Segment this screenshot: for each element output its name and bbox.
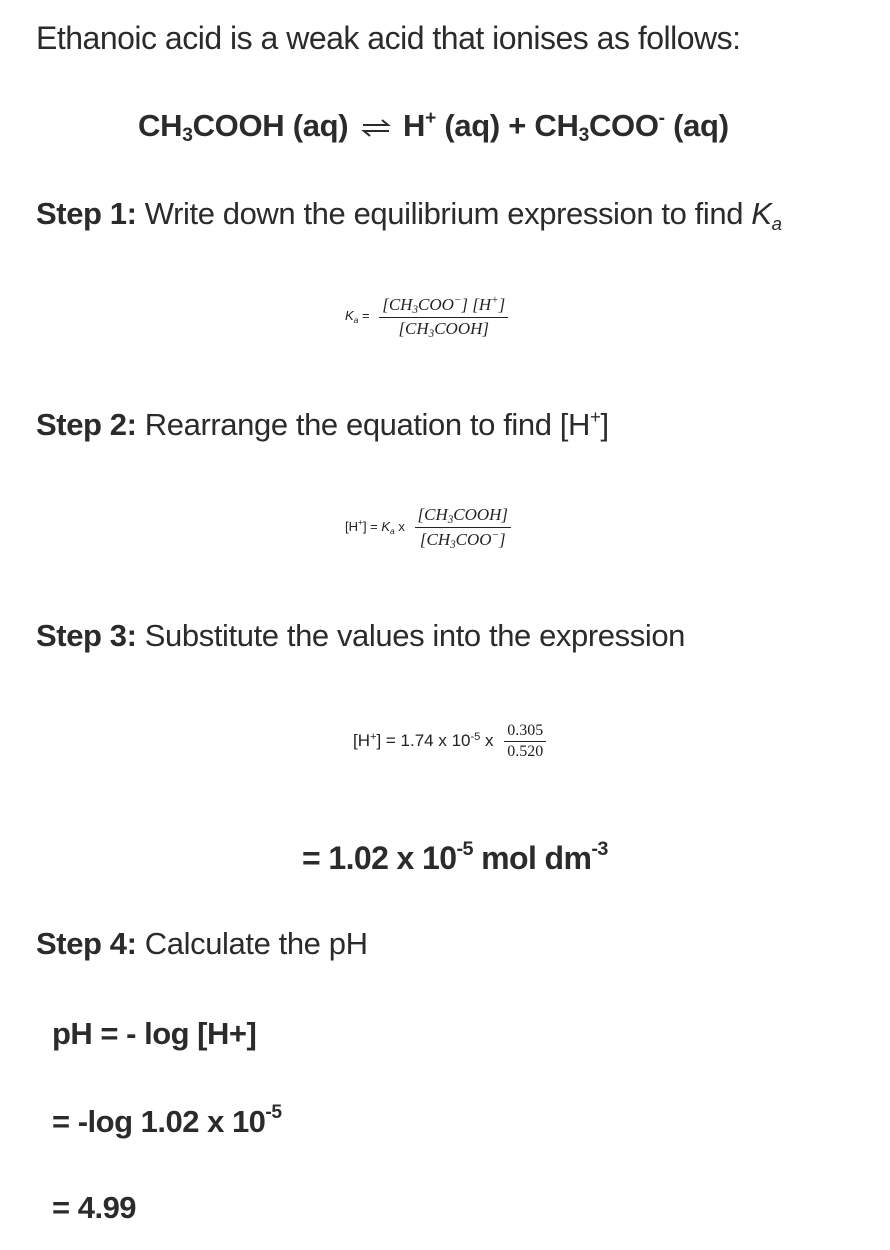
step-label: Step 2: — [36, 407, 137, 442]
reaction-equation — [138, 108, 729, 147]
equilibrium-expression: $K_a$ = $\frac{[CH_3COO^-] [H^+]}{[CH_3COOH]}$ — [345, 294, 508, 340]
ka-symbol: $K_a$ — [751, 196, 782, 234]
ph-formula: pH = - log [H+] — [52, 1016, 257, 1051]
fraction: $\frac{[CH_3COO^-] [H^+]}{[CH_3COOH]}$ — [379, 294, 508, 340]
products: H+ $(aq) + CH_3COO^-$ (aq) — [402, 108, 729, 146]
step-label: Step 4: — [36, 926, 137, 961]
fraction: $\frac{0.305}{0.520}$ — [504, 722, 546, 761]
substitution-expression: [H+] = 1.74 x $10^{-5}$ x $\frac{0.305}{0.520}$ — [353, 722, 546, 761]
step-label: Step 3: — [36, 618, 137, 653]
step-3-heading: Step 3: Substitute the values into the expression — [36, 618, 685, 653]
equilibrium-arrows-icon — [361, 117, 391, 139]
intro-text: Ethanoic acid is a weak acid that ionises as follows: — [36, 20, 741, 56]
ph-result: = 4.99 — [52, 1190, 137, 1225]
step-4-heading: Step 4: Calculate the pH — [36, 926, 368, 961]
step-1-heading: Step 1: Write down the equilibrium expression to find $K_a$ — [36, 196, 782, 234]
rearranged-expression: $[H^+] = K_a$ x $\frac{[CH_3COOH]}{[CH_3COO^-]}$ — [345, 505, 511, 551]
ph-substitution: = -log 1.02 x $10^{-5}$ — [52, 1102, 282, 1139]
reactant: $CH_3COOH$ (aq) — [138, 108, 349, 146]
step-label: Step 1: — [36, 196, 137, 231]
h-concentration-result: = 1.02 x $10^{-5}$ mol $dm^{-3}$ — [302, 838, 608, 876]
step-2-heading: Step 2: Rearrange the equation to find [H+] — [36, 406, 609, 442]
fraction: $\frac{[CH_3COOH]}{[CH_3COO^-]}$ — [415, 505, 512, 551]
